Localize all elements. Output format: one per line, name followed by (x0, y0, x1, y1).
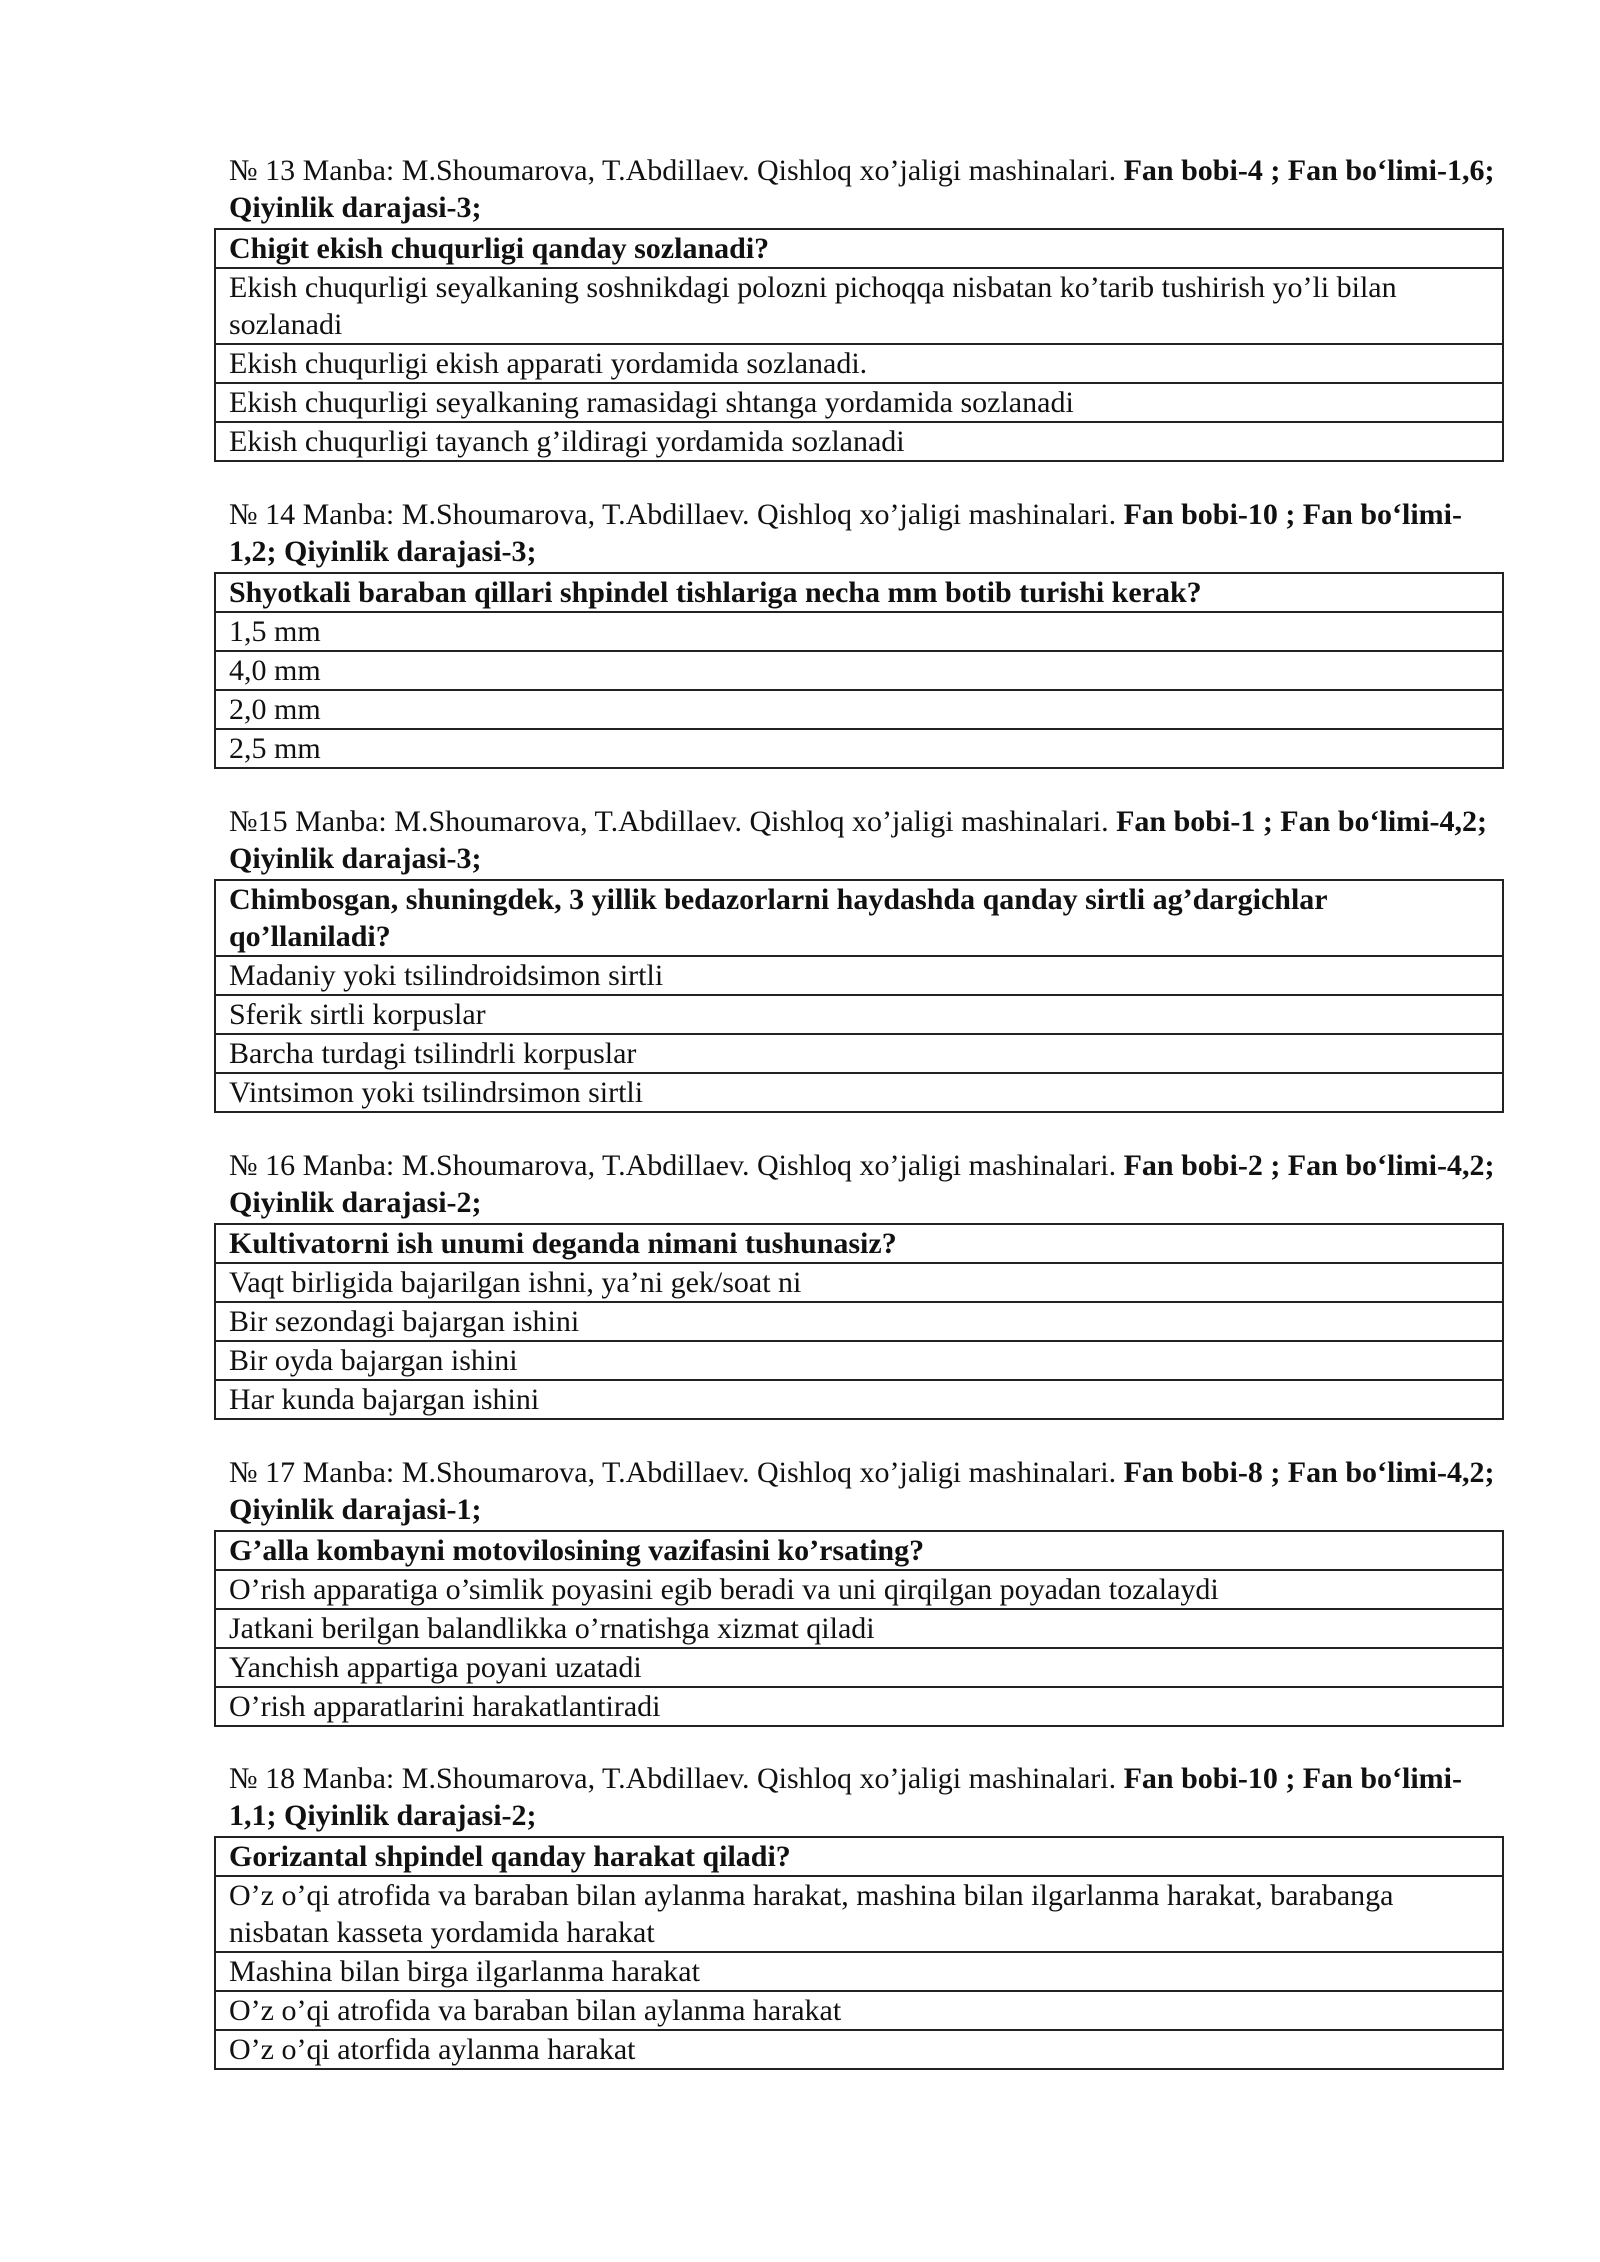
answer-option: O’rish apparatiga o’simlik poyasini egib beradi va uni qirqilgan poyadan tozalaydi (215, 1570, 1503, 1609)
answer-option: Ekish chuqurligi ekish apparati yordamida sozlanadi. (215, 344, 1503, 383)
question-meta: Fan bobi-2 ; Fan bo‘limi-4,2; Qiyinlik darajasi-2; (229, 1149, 1495, 1219)
answer-option: Vaqt birligida bajarilgan ishni, ya’ni gek/soat ni (215, 1263, 1503, 1302)
answer-option: Bir sezondagi bajargan ishini (215, 1302, 1503, 1341)
question-block-13 (214, 152, 1504, 462)
question-table (214, 1836, 1504, 2070)
question-text: Shyotkali baraban qillari shpindel tishlariga necha mm botib turishi kerak? (215, 573, 1503, 612)
question-text: Chimbosgan, shuningdek, 3 yillik bedazorlarni haydashda qanday sirtli ag’dargichlar qo’llaniladi? (215, 880, 1503, 956)
question-block-15 (214, 803, 1504, 1113)
answer-option: 1,5 mm (215, 612, 1503, 651)
question-block-14 (214, 496, 1504, 769)
question-source: Manba: M.Shoumarova, T.Abdillaev. Qishloq xo’jaligi mashinalari. (302, 1456, 1117, 1489)
answer-option: Barcha turdagi tsilindrli korpuslar (215, 1034, 1503, 1073)
answer-option: Mashina bilan birga ilgarlanma harakat (215, 1952, 1503, 1991)
answer-option: O’z o’qi atrofida va baraban bilan aylanma harakat (215, 1991, 1503, 2030)
answer-option: Madaniy yoki tsilindroidsimon sirtli (215, 956, 1503, 995)
answer-option: 4,0 mm (215, 651, 1503, 690)
question-number: № 18 (229, 1762, 296, 1795)
question-meta: Fan bobi-8 ; Fan bo‘limi-4,2; Qiyinlik darajasi-1; (229, 1456, 1495, 1526)
question-table (214, 879, 1504, 1113)
answer-option: O’z o’qi atorfida aylanma harakat (215, 2030, 1503, 2069)
question-header (214, 1760, 1504, 1834)
question-source: Manba: M.Shoumarova, T.Abdillaev. Qishloq xo’jaligi mashinalari. (302, 498, 1117, 531)
answer-option: Ekish chuqurligi tayanch g’ildiragi yordamida sozlanadi (215, 422, 1503, 461)
question-number: №15 (229, 805, 288, 838)
question-table (214, 1530, 1504, 1727)
question-header (214, 152, 1504, 226)
question-number: № 14 (229, 498, 296, 531)
question-text: Chigit ekish chuqurligi qanday sozlanadi? (215, 229, 1503, 268)
question-block-17 (214, 1454, 1504, 1727)
question-number: № 17 (229, 1456, 296, 1489)
answer-option: Sferik sirtli korpuslar (215, 995, 1503, 1034)
question-text: G’alla kombayni motovilosining vazifasini ko’rsating? (215, 1531, 1503, 1570)
question-header (214, 496, 1504, 570)
answer-option: Vintsimon yoki tsilindrsimon sirtli (215, 1073, 1503, 1112)
answer-option: 2,5 mm (215, 729, 1503, 768)
question-header (214, 1454, 1504, 1528)
question-block-18 (214, 1760, 1504, 2070)
question-header (214, 803, 1504, 877)
answer-option: Bir oyda bajargan ishini (215, 1341, 1503, 1380)
question-table (214, 1223, 1504, 1420)
answer-option: Yanchish appartiga poyani uzatadi (215, 1648, 1503, 1687)
question-number: № 16 (229, 1149, 296, 1182)
answer-option: O’z o’qi atrofida va baraban bilan aylanma harakat, mashina bilan ilgarlanma harakat, barabanga nisbatan kasseta yordamida harakat (215, 1876, 1503, 1952)
question-source: Manba: M.Shoumarova, T.Abdillaev. Qishloq xo’jaligi mashinalari. (295, 805, 1117, 838)
question-source: Manba: M.Shoumarova, T.Abdillaev. Qishloq xo’jaligi mashinalari. (302, 1762, 1117, 1795)
question-text: Gorizantal shpindel qanday harakat qiladi? (215, 1837, 1503, 1876)
answer-option: Ekish chuqurligi seyalkaning ramasidagi shtanga yordamida sozlanadi (215, 383, 1503, 422)
question-source: Manba: M.Shoumarova, T.Abdillaev. Qishloq xo’jaligi mashinalari. (302, 1149, 1117, 1182)
question-block-16 (214, 1147, 1504, 1420)
question-meta: Fan bobi-10 ; Fan bo‘limi-1,2; Qiyinlik darajasi-3; (229, 498, 1462, 568)
question-number: № 13 (229, 154, 296, 187)
question-table (214, 572, 1504, 769)
question-meta: Fan bobi-1 ; Fan bo‘limi-4,2; Qiyinlik darajasi-3; (229, 805, 1487, 875)
answer-option: 2,0 mm (215, 690, 1503, 729)
question-meta: Fan bobi-4 ; Fan bo‘limi-1,6; Qiyinlik darajasi-3; (229, 154, 1495, 224)
question-header (214, 1147, 1504, 1221)
question-table (214, 228, 1504, 462)
question-text: Kultivatorni ish unumi deganda nimani tushunasiz? (215, 1224, 1503, 1263)
answer-option: Har kunda bajargan ishini (215, 1380, 1503, 1419)
question-meta: Fan bobi-10 ; Fan bo‘limi-1,1; Qiyinlik darajasi-2; (229, 1762, 1462, 1832)
answer-option: Ekish chuqurligi seyalkaning soshnikdagi polozni pichoqqa nisbatan ko’tarib tushirish yo’li bilan sozlanadi (215, 268, 1503, 344)
answer-option: Jatkani berilgan balandlikka o’rnatishga xizmat qiladi (215, 1609, 1503, 1648)
answer-option: O’rish apparatlarini harakatlantiradi (215, 1687, 1503, 1726)
question-source: Manba: M.Shoumarova, T.Abdillaev. Qishloq xo’jaligi mashinalari. (302, 154, 1117, 187)
